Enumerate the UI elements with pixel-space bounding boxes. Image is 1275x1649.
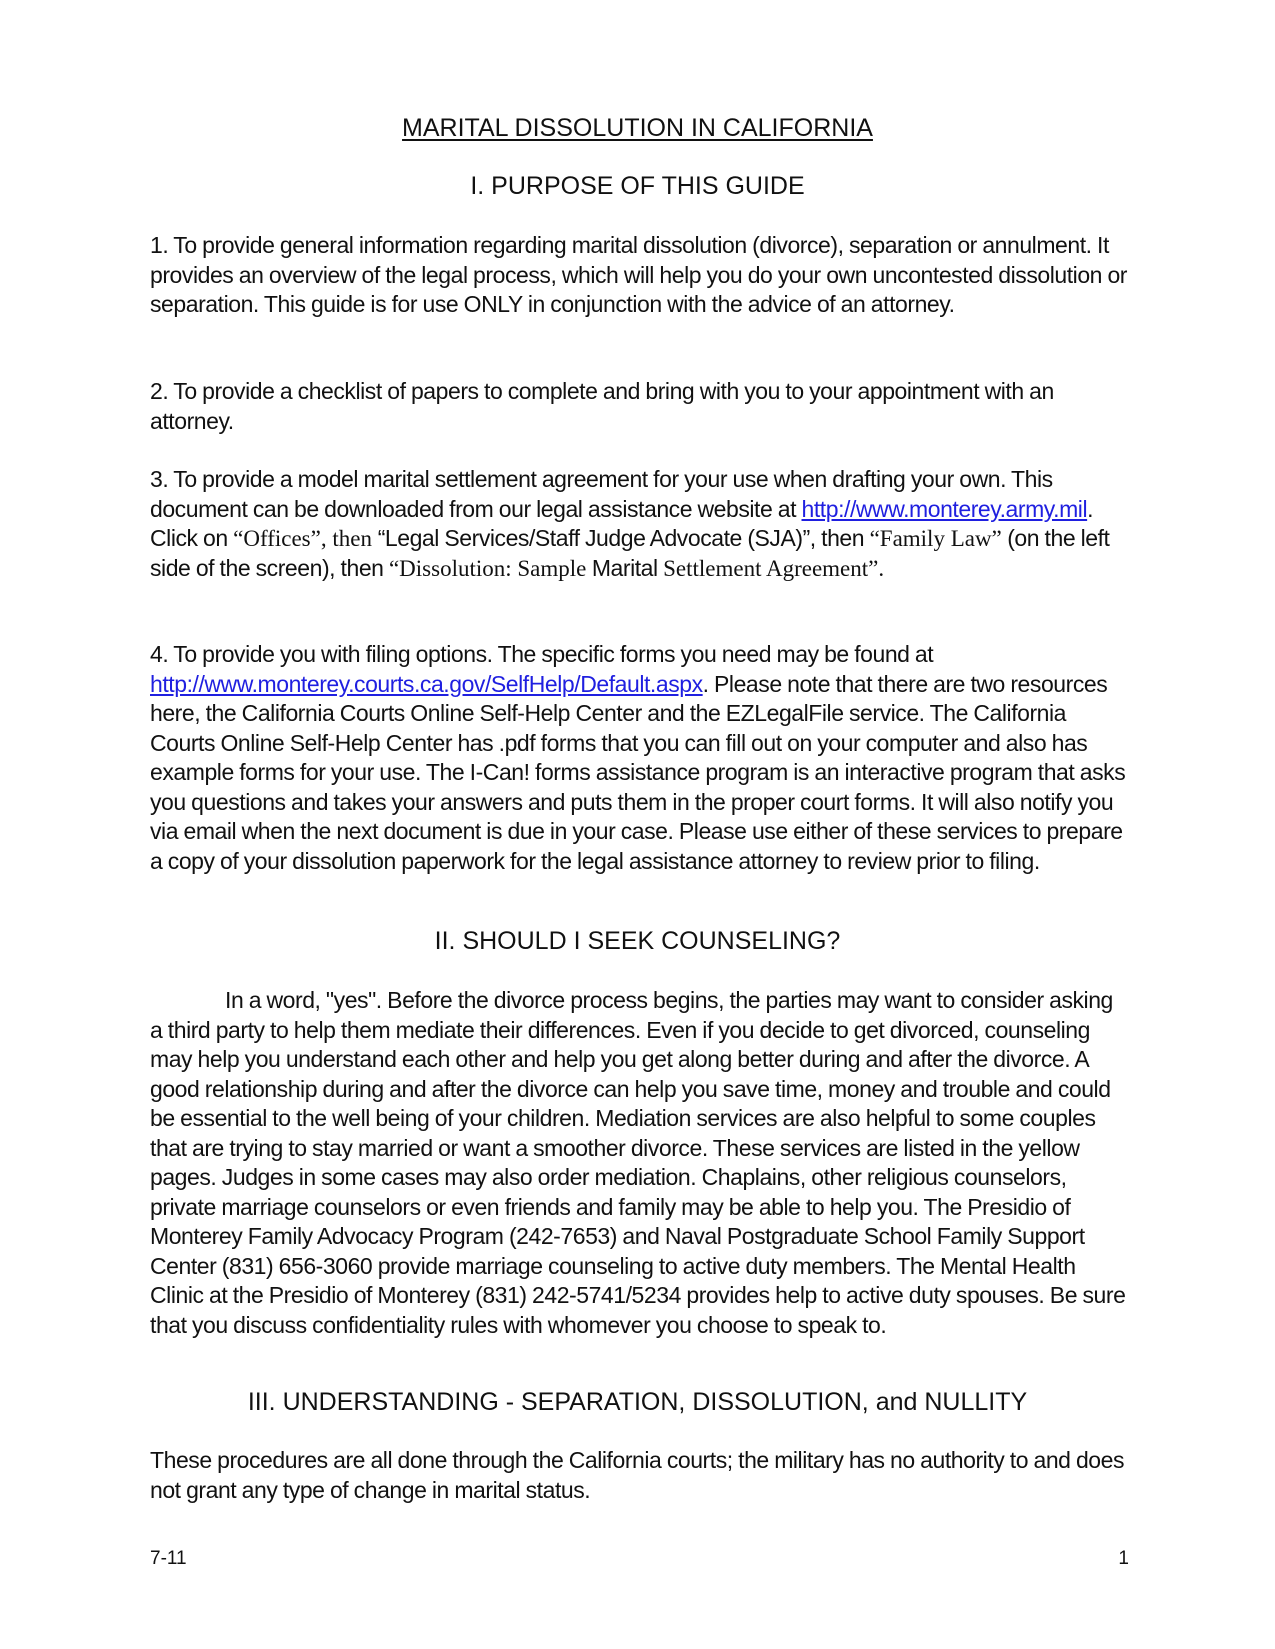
section-1-heading: I. PURPOSE OF THIS GUIDE (470, 172, 805, 200)
paragraph-3-text-d: (on the left side of the screen), then (150, 525, 1110, 581)
section-3-paragraph-1: These procedures are all done through the California courts; the military has no authority to and does not grant any type of change in marital status. (150, 1447, 1125, 1503)
family-law-label: “Family Law” (869, 526, 1002, 551)
paragraph-4-text-b: . Please note that there are two resources here, the California Courts Online Self-Help Center and the EZLegalFile service. The California Courts Online Self-Help Center has .pdf forms that you can fill out on your computer and also has example forms for your use. The I-Can! forms assistance program is an interactive program that asks you questions and takes your answers and puts them in the proper court forms. It will also notify you via email when the next document is due in your case. Please use either of these services to prepare a copy of your dissolution paperwork for the legal assistance attorney to review prior to filing. (150, 670, 1126, 874)
offices-label: “Offices”, then (233, 526, 378, 551)
section-1-paragraph-1: 1. To provide general information regarding marital dissolution (divorce), separation or annulment. It provides an overview of the legal process, which will help you do your own uncontested dissolution or separation. This guide is for use ONLY in conjunction with the advice of an attorney. (150, 232, 1128, 317)
section-1-paragraph-2: 2. To provide a checklist of papers to complete and bring with you to your appointment with an attorney. (150, 378, 1054, 434)
settlement-agreement-label: Settlement Agreement”. (663, 555, 885, 581)
section-2-paragraph-1: In a word, "yes". Before the divorce process begins, the parties may want to consider asking a third party to help them mediate their differences. Even if you decide to get divorced, counseling may help you understand each other and help you get along better during and after the divorce. A good relationship during and after the divorce can help you save time, money and trouble and could be essential to the well being of your children. Mediation services are also helpful to some couples that are trying to stay married or want a smoother divorce. These services are listed in the yellow pages. Judges in some cases may also order mediation. Chaplains, other religious counselors, private marriage counselors or even friends and family may be able to help you. The Presidio of Monterey Family Advocacy Program (242-7653) and Naval Postgraduate School Family Support Center (831) 656-3060 provide marriage counseling to active duty members. The Mental Health Clinic at the Presidio of Monterey (831) 242-5741/5234 provides help to active duty spouses. Be sure that you discuss confidentiality rules with whomever you choose to speak to. (150, 987, 1126, 1338)
paragraph-3-text-e: Marital (586, 554, 664, 581)
footer-revision-date: 7-11 (150, 1548, 187, 1569)
document-title: MARITAL DISSOLUTION IN CALIFORNIA (402, 114, 873, 142)
section-1-paragraph-4 (150, 640, 1130, 876)
army-website-link[interactable]: http://www.monterey.army.mil (801, 495, 1088, 522)
section-3-heading: III. UNDERSTANDING - SEPARATION, DISSOLUTION, and NULLITY (247, 1388, 1028, 1416)
paragraph-3-text-a: 3. To provide a model marital settlement agreement for your use when drafting your own. This document can be downloaded from our legal assistance website at (150, 466, 1053, 522)
section-2-heading: II. SHOULD I SEEK COUNSELING? (434, 927, 841, 955)
footer-page-number: 1 (1118, 1548, 1129, 1569)
courts-selfhelp-link[interactable]: http://www.monterey.courts.ca.gov/SelfHelp/Default.aspx (150, 670, 703, 697)
dissolution-label: “Dissolution: Sample (388, 555, 587, 581)
paragraph-3-text-b: . Click on (150, 495, 1094, 551)
paragraph-4-text-a: 4. To provide you with filing options. The specific forms you need may be found at (150, 641, 934, 667)
paragraph-3-text-c: “Legal Services/Staff Judge Advocate (SJA)”, then (377, 525, 870, 551)
section-1-paragraph-3 (150, 465, 1130, 583)
